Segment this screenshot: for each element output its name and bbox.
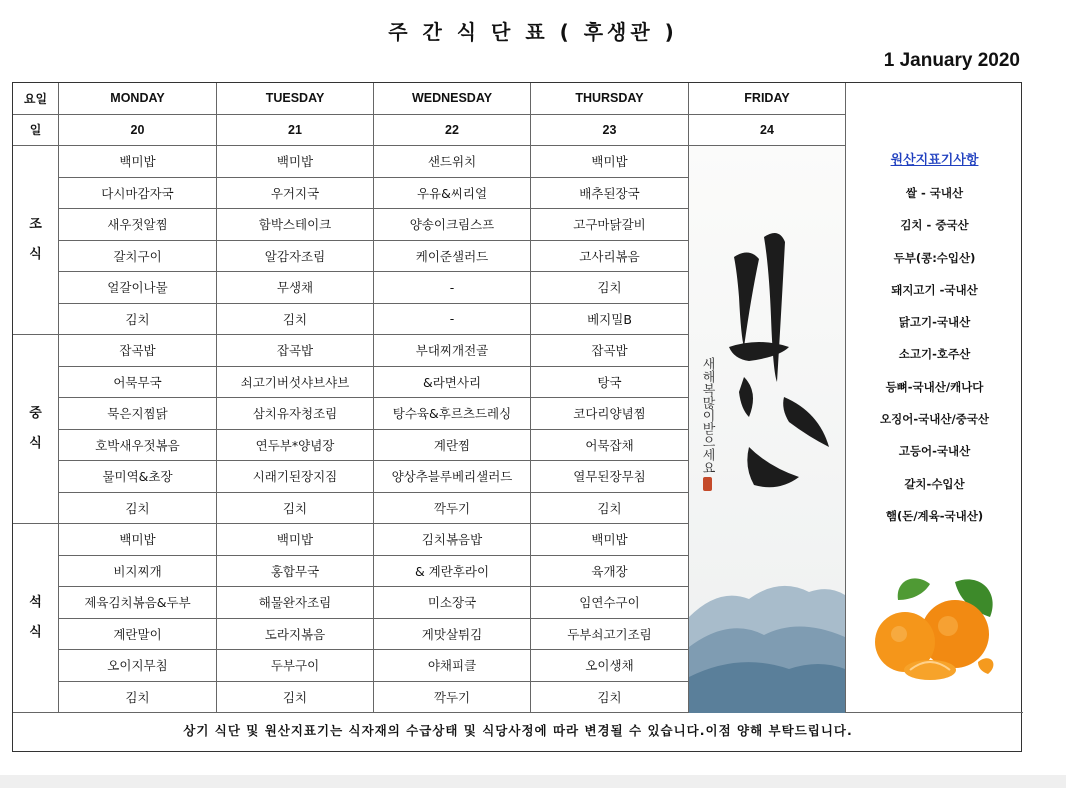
menu-item: 탕국	[531, 367, 689, 399]
menu-item: 두부쇠고기조림	[531, 619, 689, 651]
seollal-illustration	[689, 147, 845, 713]
menu-item: 백미밥	[59, 146, 217, 178]
menu-item: 백미밥	[531, 524, 689, 556]
menu-item: 홍합무국	[217, 556, 374, 588]
meal-label-top: 석	[29, 595, 42, 610]
window-bottom-bar	[0, 775, 1066, 788]
menu-item: 갈치구이	[59, 241, 217, 273]
menu-item: 시래기된장지짐	[217, 461, 374, 493]
menu-item: &라면사리	[374, 367, 531, 399]
menu-item: 무생채	[217, 272, 374, 304]
menu-item: 코다리양념찜	[531, 398, 689, 430]
date-label-cell: 일	[13, 115, 59, 147]
menu-item: 백미밥	[531, 146, 689, 178]
menu-item: 김치볶음밥	[374, 524, 531, 556]
menu-item: 오이생채	[531, 650, 689, 682]
menu-item: 김치	[531, 493, 689, 525]
menu-item: 알감자조림	[217, 241, 374, 273]
date-23: 23	[531, 115, 689, 147]
origin-notice-title[interactable]: 원산지표기사항	[890, 153, 979, 168]
menu-item: 샌드위치	[374, 146, 531, 178]
menu-item: 우유&씨리얼	[374, 178, 531, 210]
menu-item: 탕수육&후르츠드레싱	[374, 398, 531, 430]
menu-item: 김치	[59, 493, 217, 525]
menu-item: 베지밀B	[531, 304, 689, 336]
origin-item: 오징어-국내산/중국산	[880, 412, 989, 427]
day-wednesday: WEDNESDAY	[374, 83, 531, 115]
menu-item: 육개장	[531, 556, 689, 588]
meal-label-bottom: 식	[29, 247, 42, 262]
menu-item: 고구마닭갈비	[531, 209, 689, 241]
new-year-greeting-art	[689, 146, 846, 713]
day-tuesday: TUESDAY	[217, 83, 374, 115]
menu-item: 백미밥	[59, 524, 217, 556]
menu-item: 잡곡밥	[59, 335, 217, 367]
meal-label-top: 조	[29, 217, 42, 232]
menu-item: 고사리볶음	[531, 241, 689, 273]
menu-item: 물미역&초장	[59, 461, 217, 493]
date-24: 24	[689, 115, 846, 147]
menu-item: 김치	[531, 272, 689, 304]
menu-item: -	[374, 272, 531, 304]
meal-label-bottom: 식	[29, 436, 42, 451]
day-friday: FRIDAY	[689, 83, 846, 115]
menu-item: 어묵잡채	[531, 430, 689, 462]
origin-item: 소고기-호주산	[898, 347, 971, 362]
origin-item: 등뼈-국내산/캐나다	[885, 379, 984, 394]
menu-item: 김치	[59, 304, 217, 336]
menu-item: 깍두기	[374, 493, 531, 525]
menu-item: 비지찌개	[59, 556, 217, 588]
menu-item: -	[374, 304, 531, 336]
menu-item: 양송이크림스프	[374, 209, 531, 241]
menu-item: 묵은지찜닭	[59, 398, 217, 430]
menu-item: & 계란후라이	[374, 556, 531, 588]
menu-item: 제육김치볶음&두부	[59, 587, 217, 619]
menu-item: 열무된장무침	[531, 461, 689, 493]
origin-item: 김치 - 중국산	[900, 218, 969, 233]
menu-item: 연두부*양념장	[217, 430, 374, 462]
tangerine-image	[860, 572, 1010, 682]
menu-item: 배추된장국	[531, 178, 689, 210]
date-22: 22	[374, 115, 531, 147]
menu-item: 게맛살튀김	[374, 619, 531, 651]
origin-item: 고등어-국내산	[898, 444, 971, 459]
page-title: 주 간 식 단 표 ( 후생관 )	[388, 20, 678, 44]
footer-notice: 상기 식단 및 원산지표기는 식자재의 수급상태 및 식당사정에 따라 변경될 수 있습니다.이점 양해 부탁드립니다.	[183, 722, 853, 738]
menu-item: 백미밥	[217, 524, 374, 556]
menu-item: 케이준샐러드	[374, 241, 531, 273]
menu-item: 임연수구이	[531, 587, 689, 619]
menu-item: 도라지볶음	[217, 619, 374, 651]
greeting-side-text: 새해복많이받으세요	[699, 356, 715, 474]
menu-item: 김치	[217, 304, 374, 336]
menu-item: 양상추블루베리샐러드	[374, 461, 531, 493]
menu-item: 함박스테이크	[217, 209, 374, 241]
menu-item: 백미밥	[217, 146, 374, 178]
date-21: 21	[217, 115, 374, 147]
origin-item: 두부(콩:수입산)	[893, 250, 976, 265]
menu-item: 김치	[217, 493, 374, 525]
meal-label-top: 중	[29, 406, 42, 421]
meal-label-lunch	[13, 335, 59, 524]
menu-item: 야채피클	[374, 650, 531, 682]
menu-item: 해물완자조림	[217, 587, 374, 619]
day-label: 요일	[13, 83, 59, 115]
origin-notice	[846, 83, 1023, 713]
origin-item: 햄(돈/계육-국내산)	[885, 508, 984, 523]
menu-item: 오이지무침	[59, 650, 217, 682]
menu-item: 호박새우젓볶음	[59, 430, 217, 462]
origin-item: 갈치-수입산	[904, 476, 965, 491]
date-20: 20	[59, 115, 217, 147]
menu-item: 얼갈이나물	[59, 272, 217, 304]
day-thursday: THURSDAY	[531, 83, 689, 115]
origin-item: 돼지고기 -국내산	[891, 282, 978, 297]
menu-item: 잡곡밥	[217, 335, 374, 367]
meal-label-breakfast	[13, 146, 59, 335]
meal-label-bottom: 식	[29, 625, 42, 640]
menu-item: 김치	[217, 682, 374, 714]
menu-table	[12, 82, 1022, 752]
menu-item: 어묵무국	[59, 367, 217, 399]
menu-item: 계란말이	[59, 619, 217, 651]
menu-item: 미소장국	[374, 587, 531, 619]
menu-item: 부대찌개전골	[374, 335, 531, 367]
day-monday: MONDAY	[59, 83, 217, 115]
menu-item: 새우젓알찜	[59, 209, 217, 241]
menu-item: 계란찜	[374, 430, 531, 462]
date-label: 1 January 2020	[883, 50, 1020, 71]
menu-item: 삼치유자청조림	[217, 398, 374, 430]
menu-item: 다시마감자국	[59, 178, 217, 210]
origin-item: 쌀 - 국내산	[905, 186, 964, 200]
menu-item: 잡곡밥	[531, 335, 689, 367]
menu-item: 우거지국	[217, 178, 374, 210]
menu-item: 두부구이	[217, 650, 374, 682]
menu-item: 쇠고기버섯샤브샤브	[217, 367, 374, 399]
menu-item: 깍두기	[374, 682, 531, 714]
origin-item: 닭고기-국내산	[898, 315, 971, 330]
meal-label-dinner	[13, 524, 59, 713]
menu-item: 김치	[59, 682, 217, 714]
menu-item: 김치	[531, 682, 689, 714]
